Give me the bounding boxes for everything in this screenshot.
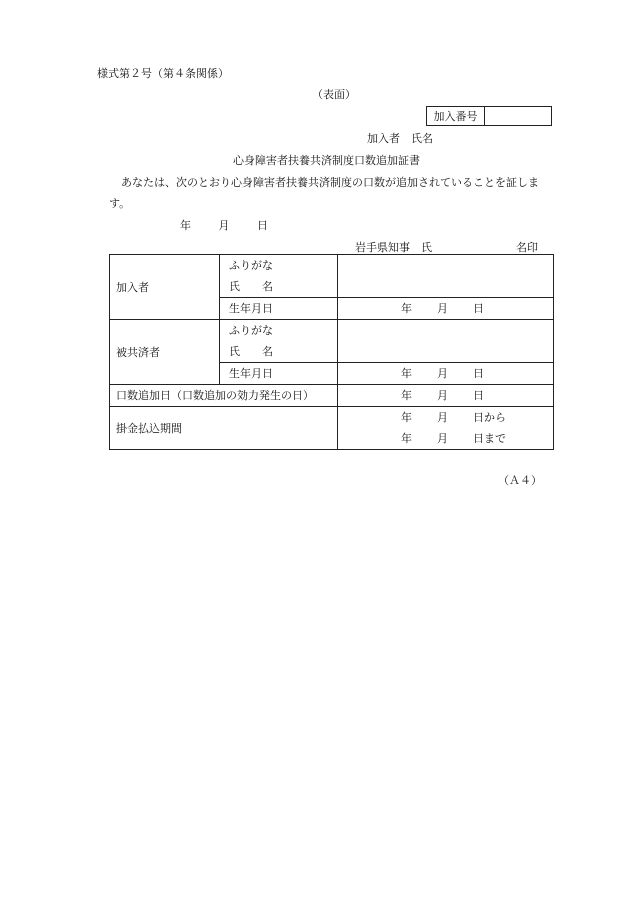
body-text-line2: す。 — [109, 197, 131, 210]
member-name-label: 加入者 氏名 — [367, 132, 433, 145]
member-birth-field[interactable] — [338, 298, 554, 320]
form-number: 様式第２号（第４条関係） — [97, 67, 229, 80]
insured-birth-label: 生年月日 — [229, 367, 273, 380]
add-date-month: 月 — [437, 389, 448, 402]
add-date-year: 年 — [401, 389, 412, 402]
member-number-box — [426, 106, 552, 126]
member-name-headers — [220, 255, 338, 298]
insured-name-field[interactable] — [338, 320, 554, 363]
member-birth-year: 年 — [401, 302, 412, 315]
member-birth-label: 生年月日 — [229, 302, 273, 315]
insured-name-headers — [220, 320, 338, 363]
period-to — [338, 428, 553, 449]
insured-birth-year: 年 — [401, 367, 412, 380]
member-birth-day: 日 — [473, 302, 484, 315]
period-to-day: 日まで — [473, 432, 506, 445]
body-text-line1: あなたは、次のとおり心身障害者扶養共済制度の口数が追加されていることを証しま — [121, 176, 539, 189]
member-birth-month: 月 — [437, 302, 448, 315]
certificate-table — [109, 254, 554, 450]
issue-date — [180, 220, 268, 231]
issue-month-label: 月 — [218, 219, 230, 232]
period-to-month: 月 — [437, 432, 448, 445]
payment-period-field[interactable] — [338, 407, 554, 450]
insured-label: 被共済者 — [110, 320, 220, 385]
issue-day-label: 日 — [257, 219, 268, 232]
insured-birth-day: 日 — [473, 367, 484, 380]
insured-name-label-cell: 氏 名 — [229, 345, 273, 358]
add-date-field[interactable] — [338, 385, 554, 407]
issuer-seal: 名印 — [516, 241, 538, 254]
payment-period-label: 掛金払込期間 — [110, 407, 338, 450]
insured-furigana-label: ふりがな — [229, 324, 273, 337]
member-number-label: 加入番号 — [427, 107, 485, 125]
period-to-year: 年 — [401, 432, 412, 445]
paper-size-label: （Ａ４） — [498, 474, 542, 487]
member-number-field[interactable] — [485, 107, 551, 125]
period-from-month: 月 — [437, 411, 448, 424]
period-from-year: 年 — [401, 411, 412, 424]
issue-year-label: 年 — [180, 219, 191, 232]
add-date-label: 口数追加日（口数追加の効力発生の日） — [110, 385, 338, 407]
member-name-field[interactable] — [338, 255, 554, 298]
add-date-day: 日 — [473, 389, 484, 402]
period-from — [338, 407, 553, 428]
insured-birth-label-cell — [220, 363, 338, 385]
member-label: 加入者 — [110, 255, 220, 320]
member-birth-label-cell — [220, 298, 338, 320]
document-title: 心身障害者扶養共済制度口数追加証書 — [233, 154, 420, 167]
page-side-label: （表面） — [312, 88, 356, 101]
member-name-label-cell: 氏 名 — [229, 280, 273, 293]
issuer-title: 岩手県知事 氏 — [355, 241, 432, 254]
insured-birth-field[interactable] — [338, 363, 554, 385]
insured-birth-month: 月 — [437, 367, 448, 380]
period-from-day: 日から — [473, 411, 506, 424]
member-furigana-label: ふりがな — [229, 259, 273, 272]
